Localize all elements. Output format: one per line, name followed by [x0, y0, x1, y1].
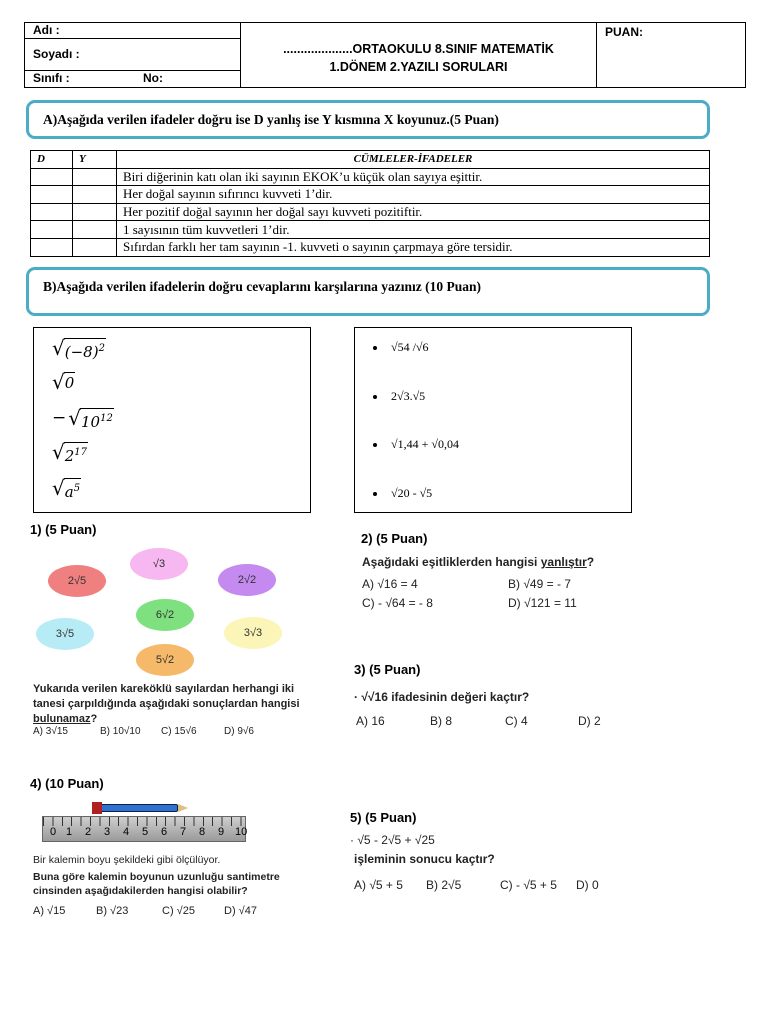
root-bubble: 2√2	[218, 564, 276, 596]
operation-item: 2√3.√5	[373, 389, 425, 404]
ruler-figure: 0 1 2 3 4 5 6 7 8 9 10	[30, 800, 290, 850]
section-b-title	[26, 267, 710, 316]
q5-title: 5) (5 Puan)	[350, 810, 417, 825]
section-a-title	[26, 100, 710, 139]
q1-title: 1) (5 Puan)	[30, 522, 97, 537]
ruler-ticks	[43, 817, 245, 826]
exam-line: 1.DÖNEM 2.YAZILI SORULARI	[329, 60, 508, 74]
section-b-title-text: B)Aşağıda verilen ifadelerin doğru cevaplarını karşılarına yazınız (10 Puan)	[43, 279, 481, 294]
operation-item: √54 /√6	[373, 340, 429, 355]
col-statements: CÜMLELER-İFADELER	[117, 151, 710, 169]
d-cell[interactable]	[31, 168, 73, 186]
col-d: D	[31, 151, 73, 169]
option-a[interactable]: A) √5 + 5	[354, 878, 403, 892]
q1-bubbles	[30, 545, 330, 680]
pencil-eraser	[92, 802, 102, 814]
table-row	[31, 168, 710, 186]
q4-title: 4) (10 Puan)	[30, 776, 104, 791]
q3-title: 3) (5 Puan)	[354, 662, 421, 677]
table-row	[31, 186, 710, 204]
y-cell[interactable]	[73, 186, 117, 204]
student-info	[25, 23, 241, 87]
table-row	[31, 238, 710, 256]
root-expression: − √ $10^{12}$	[52, 406, 113, 431]
pencil-tip	[178, 804, 188, 812]
option-b[interactable]: B) 8	[430, 714, 453, 728]
option-c[interactable]: C) 15√6	[161, 726, 197, 737]
operations-panel	[354, 327, 632, 513]
class-number-row	[25, 71, 240, 87]
table-header-row	[31, 151, 710, 169]
root-expression: √ $2^{17}$	[52, 440, 88, 465]
y-cell[interactable]	[73, 203, 117, 221]
exam-header	[24, 22, 746, 88]
option-a[interactable]: A) √16 = 4	[362, 577, 418, 591]
operation-item: √1,44 + √0,04	[373, 437, 459, 452]
option-a[interactable]: A) 16	[356, 714, 385, 728]
y-cell[interactable]	[73, 238, 117, 256]
option-a[interactable]: A) 3√15	[33, 726, 68, 737]
score-box[interactable]	[597, 23, 745, 87]
q2-options	[362, 577, 642, 617]
q2-title: 2) (5 Puan)	[361, 531, 428, 546]
number-field[interactable]: No:	[143, 71, 163, 85]
root-expression: √ $a^5$	[52, 476, 81, 501]
option-b[interactable]: B) 2√5	[426, 878, 462, 892]
table-row	[31, 221, 710, 239]
root-expression: √ $(-8)^2$	[52, 336, 105, 361]
statement-cell: Sıfırdan farklı her tam sayının -1. kuvveti o sayının çarpmaya göre tersidir.	[117, 238, 710, 256]
exam-title	[241, 23, 597, 87]
statement-cell: 1 sayısının tüm kuvvetleri 1’dir.	[117, 221, 710, 239]
option-d[interactable]: D) √47	[224, 905, 257, 917]
root-bubble: 3√5	[36, 618, 94, 650]
statement-cell: Her pozitif doğal sayının her doğal sayı kuvveti pozitiftir.	[117, 203, 710, 221]
option-b[interactable]: B) √49 = - 7	[508, 577, 571, 591]
true-false-table	[30, 150, 710, 257]
surname-field[interactable]: Soyadı :	[25, 39, 240, 71]
class-field[interactable]: Sınıfı :	[33, 71, 70, 85]
statement-cell: Her doğal sayının sıfırıncı kuvveti 1’dir.	[117, 186, 710, 204]
option-c[interactable]: C) - √5 + 5	[500, 878, 557, 892]
option-c[interactable]: C) - √64 = - 8	[362, 596, 433, 610]
root-bubble: √3	[130, 548, 188, 580]
root-expression: √ 0	[52, 370, 75, 394]
col-y: Y	[73, 151, 117, 169]
option-d[interactable]: D) √121 = 11	[508, 596, 577, 610]
root-expressions-panel	[33, 327, 311, 513]
statement-cell: Biri diğerinin katı olan iki sayının EKOK’u küçük olan sayıya eşittir.	[117, 168, 710, 186]
q2-text: Aşağıdaki eşitliklerden hangisi yanlıştır?	[362, 555, 595, 569]
d-cell[interactable]	[31, 186, 73, 204]
option-a[interactable]: A) √15	[33, 905, 66, 917]
option-b[interactable]: B) 10√10	[100, 726, 141, 737]
score-label: PUAN:	[605, 25, 643, 39]
option-d[interactable]: D) 0	[576, 878, 599, 892]
q3-text: · √√16 ifadesinin değeri kaçtır?	[354, 690, 530, 704]
school-line: ....................ORTAOKULU 8.SINIF MATEMATİK	[283, 42, 554, 56]
root-bubble: 2√5	[48, 565, 106, 597]
table-row	[31, 203, 710, 221]
section-a-title-text: A)Aşağıda verilen ifadeler doğru ise D yanlış ise Y kısmına X koyunuz.(5 Puan)	[43, 112, 499, 127]
y-cell[interactable]	[73, 168, 117, 186]
option-d[interactable]: D) 2	[578, 714, 601, 728]
root-bubble: 5√2	[136, 644, 194, 676]
option-d[interactable]: D) 9√6	[224, 726, 254, 737]
name-field[interactable]: Adı :	[25, 23, 240, 39]
d-cell[interactable]	[31, 221, 73, 239]
q4-text: Bir kalemin boyu şekildeki gibi ölçülüyor. Buna göre kalemin boyunun uzunluğu santimetre cinsinden aşağıdakilerden hangisi olabilir?	[33, 854, 280, 897]
option-c[interactable]: C) √25	[162, 905, 195, 917]
q1-text: Yukarıda verilen kareköklü sayılardan herhangi iki tanesi çarpıldığında aşağıdaki sonuçlardan hangisi bulunamaz?	[33, 683, 300, 725]
option-c[interactable]: C) 4	[505, 714, 528, 728]
d-cell[interactable]	[31, 238, 73, 256]
q5-text: işleminin sonucu kaçtır?	[354, 852, 495, 866]
root-bubble: 3√3	[224, 617, 282, 649]
q5-expression: · √5 - 2√5 + √25	[350, 833, 435, 847]
root-bubble: 6√2	[136, 599, 194, 631]
pencil	[94, 804, 178, 812]
operation-item: √20 - √5	[373, 486, 432, 501]
d-cell[interactable]	[31, 203, 73, 221]
y-cell[interactable]	[73, 221, 117, 239]
option-b[interactable]: B) √23	[96, 905, 129, 917]
